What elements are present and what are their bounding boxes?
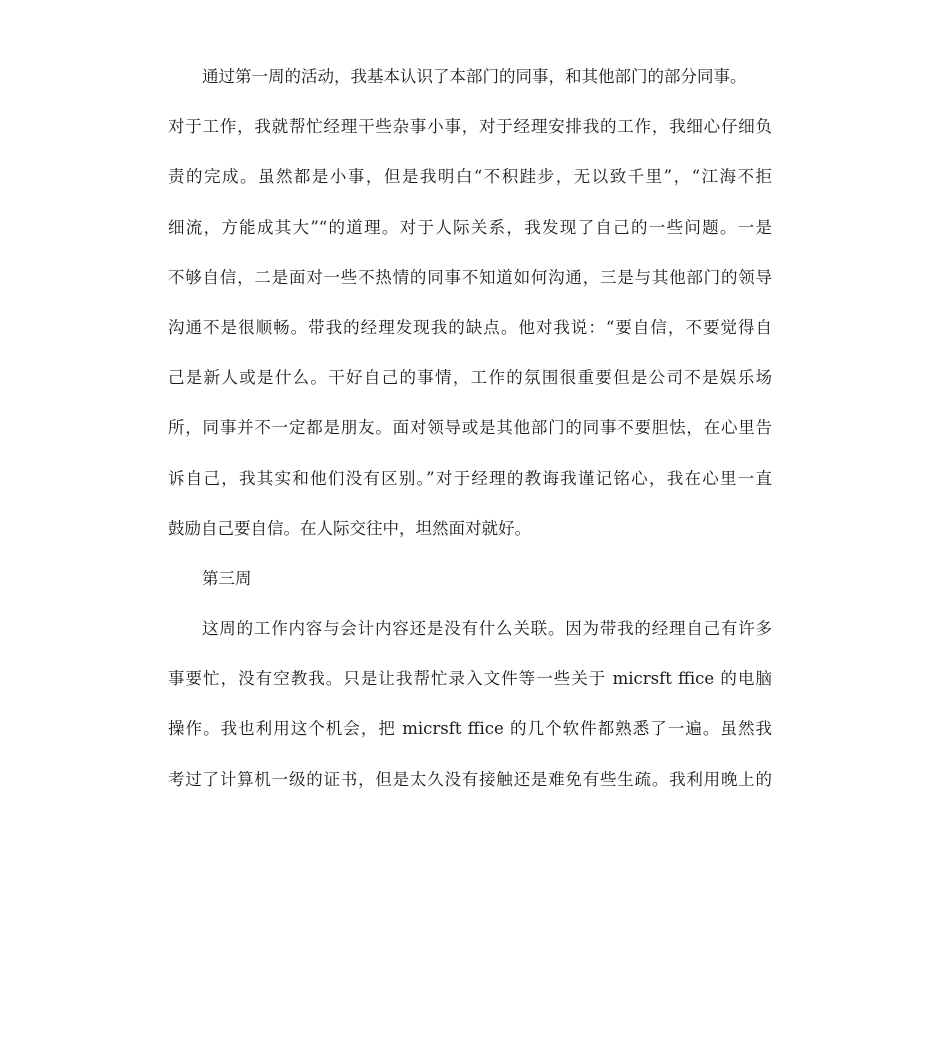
paragraph-line: 这周的工作内容与会计内容还是没有什么关联。因为带我的经理自己有许多	[202, 619, 772, 639]
paragraph-line: 不够自信，二是面对一些不热情的同事不知道如何沟通，三是与其他部门的领导	[168, 267, 772, 287]
paragraph-line: 己是新人或是什么。干好自己的事情，工作的氛围很重要但是公司不是娱乐场	[168, 368, 772, 388]
paragraph-line: 诉自己，我其实和他们没有区别。”对于经理的教诲我谨记铭心，我在心里一直	[168, 468, 772, 488]
document-body	[168, 52, 772, 805]
paragraph-line: 鼓励自己要自信。在人际交往中，坦然面对就好。	[168, 518, 531, 538]
paragraph-line: 沟通不是很顺畅。带我的经理发现我的缺点。他对我说：“要自信，不要觉得自	[168, 317, 772, 337]
paragraph-line: 通过第一周的活动，我基本认识了本部门的同事，和其他部门的部分同事。	[202, 67, 747, 86]
paragraph-line: 细流，方能成其大”“的道理。对于人际关系，我发现了自己的一些问题。一是	[168, 217, 772, 237]
paragraph-line: 事要忙，没有空教我。只是让我帮忙录入文件等一些关于 micrsft ffice 的电脑	[168, 669, 772, 689]
paragraph-line: 责的完成。虽然都是小事，但是我明白“不积跬步，无以致千里”，“江海不拒	[168, 167, 772, 187]
paragraph-line: 操作。我也利用这个机会，把 micrsft ffice 的几个软件都熟悉了一遍。虽然我	[168, 719, 772, 739]
paragraph-line: 所，同事并不一定都是朋友。面对领导或是其他部门的同事不要胆怯，在心里告	[168, 418, 772, 438]
section-heading: 第三周	[202, 568, 252, 588]
paragraph-line: 对于工作，我就帮忙经理干些杂事小事，对于经理安排我的工作，我细心仔细负	[168, 117, 772, 137]
paragraph-line: 考过了计算机一级的证书，但是太久没有接触还是难免有些生疏。我利用晚上的	[168, 769, 772, 789]
